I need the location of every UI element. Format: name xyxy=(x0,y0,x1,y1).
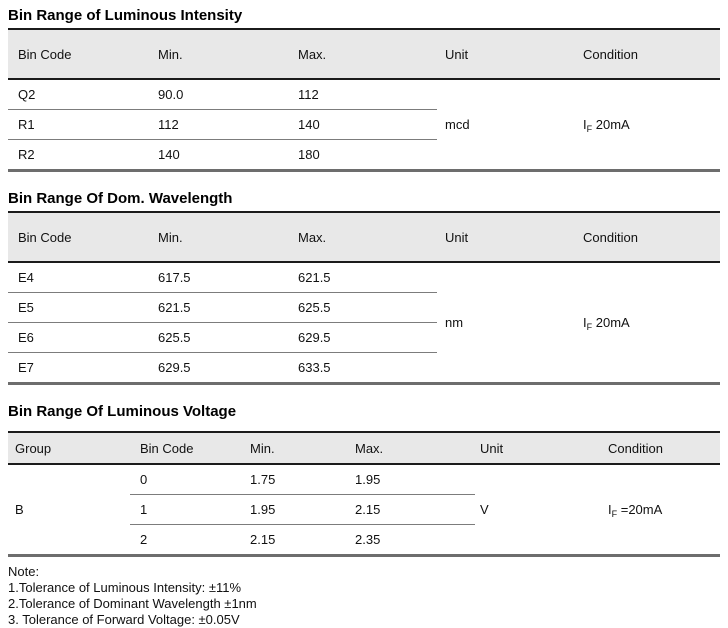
cell-bin-code: E5 xyxy=(8,293,150,323)
cell-min: 140 xyxy=(158,147,180,162)
note-line-1: 1.Tolerance of Luminous Intensity: ±11% xyxy=(8,580,242,595)
current-symbol-subscript: F xyxy=(586,124,593,134)
cell-unit: mcd xyxy=(445,117,470,132)
section-luminous-intensity xyxy=(8,6,720,172)
cell-unit: nm xyxy=(445,315,464,330)
note-line-2: 2.Tolerance of Dominant Wavelength ±1nm xyxy=(8,596,257,611)
column-header-max: Max. xyxy=(347,432,475,464)
cell-bin-code: 0 xyxy=(130,464,242,495)
column-header-bin-code: Bin Code xyxy=(130,432,242,464)
table-title-luminous-intensity: Bin Range of Luminous Intensity xyxy=(8,7,243,24)
cell-bin-code: Q2 xyxy=(8,79,150,110)
cell-unit: V xyxy=(480,502,489,517)
cell-bin-code: R1 xyxy=(8,110,150,140)
table-title-luminous-voltage: Bin Range Of Luminous Voltage xyxy=(8,403,237,420)
cell-max: 621.5 xyxy=(290,262,437,293)
condition-value: =20mA xyxy=(617,502,663,517)
notes xyxy=(8,564,720,628)
cell-group: B xyxy=(15,502,24,517)
cell-min: 1.95 xyxy=(242,495,347,525)
cell-bin-code: 1 xyxy=(130,495,242,525)
current-symbol-subscript: F xyxy=(611,509,618,519)
cell-bin-code: E6 xyxy=(8,323,150,353)
current-symbol: I xyxy=(608,502,612,517)
header-row xyxy=(8,29,720,79)
note-line-3: 3. Tolerance of Forward Voltage: ±0.05V xyxy=(8,612,240,627)
cell-bin-code: E4 xyxy=(8,262,150,293)
cell-max: 2.15 xyxy=(347,495,475,525)
cell-min: 625.5 xyxy=(150,323,290,353)
column-header-group: Group xyxy=(8,432,130,464)
luminous-voltage-table xyxy=(8,431,720,557)
cell-min: 2.15 xyxy=(250,532,276,547)
cell-bin-code: E7 xyxy=(18,360,34,375)
cell-min: 629.5 xyxy=(158,360,191,375)
luminous-intensity-table xyxy=(8,28,720,172)
cell-min: 90.0 xyxy=(150,79,290,110)
column-header-unit: Unit xyxy=(475,432,595,464)
column-header-bin-code: Bin Code xyxy=(8,212,150,262)
cell-bin-code: 2 xyxy=(140,532,148,547)
cell-max: 112 xyxy=(290,79,437,110)
column-header-condition: Condition xyxy=(575,29,720,79)
current-symbol: I xyxy=(583,315,587,330)
cell-condition xyxy=(575,79,720,171)
cell-bin-code: R2 xyxy=(18,147,35,162)
column-header-bin-code: Bin Code xyxy=(8,29,150,79)
cell-condition xyxy=(595,464,720,556)
dom-wavelength-table xyxy=(8,211,720,385)
header-row xyxy=(8,212,720,262)
column-header-max: Max. xyxy=(290,212,437,262)
column-header-condition: Condition xyxy=(595,432,720,464)
cell-max: 625.5 xyxy=(290,293,437,323)
cell-max: 140 xyxy=(290,110,437,140)
condition-value: 20mA xyxy=(592,117,630,132)
column-header-condition: Condition xyxy=(575,212,720,262)
cell-max: 180 xyxy=(298,147,320,162)
column-header-max: Max. xyxy=(290,29,437,79)
column-header-unit: Unit xyxy=(437,29,575,79)
column-header-min: Min. xyxy=(150,29,290,79)
cell-min: 621.5 xyxy=(150,293,290,323)
table-title-dom-wavelength: Bin Range Of Dom. Wavelength xyxy=(8,190,233,207)
section-dom-wavelength xyxy=(8,189,720,385)
condition-value: 20mA xyxy=(592,315,630,330)
cell-min: 1.75 xyxy=(242,464,347,495)
column-header-min: Min. xyxy=(242,432,347,464)
current-symbol: I xyxy=(583,117,587,132)
cell-condition xyxy=(575,262,720,384)
table-row xyxy=(8,262,720,293)
notes-label: Note: xyxy=(8,564,40,579)
column-header-unit: Unit xyxy=(437,212,575,262)
cell-max: 633.5 xyxy=(298,360,331,375)
table-row xyxy=(8,79,720,110)
cell-max: 629.5 xyxy=(290,323,437,353)
cell-min: 112 xyxy=(150,110,290,140)
cell-max: 2.35 xyxy=(355,532,381,547)
header-row xyxy=(8,432,720,464)
cell-max: 1.95 xyxy=(347,464,475,495)
column-header-min: Min. xyxy=(150,212,290,262)
cell-min: 617.5 xyxy=(150,262,290,293)
table-row xyxy=(8,464,720,495)
section-luminous-voltage xyxy=(8,402,720,557)
current-symbol-subscript: F xyxy=(586,322,593,332)
